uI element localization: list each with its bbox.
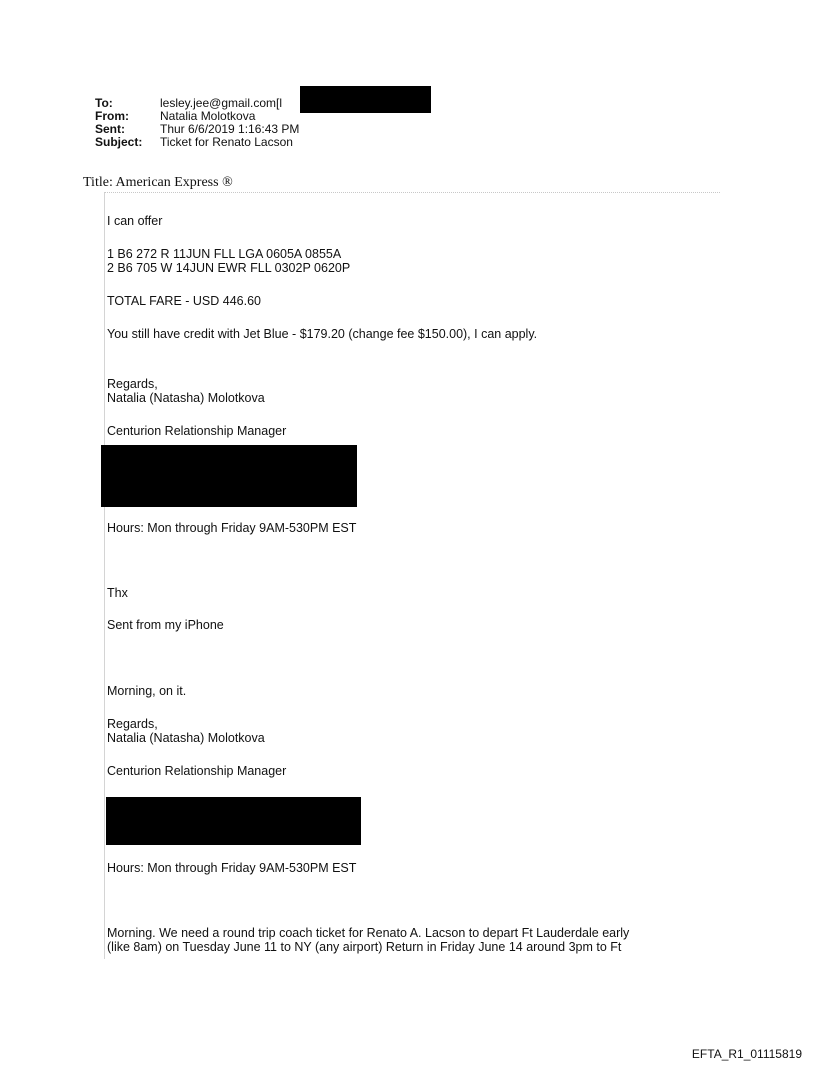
request-text: Morning. We need a round trip coach ticket for Renato A. Lacson to depart Ft Lauderdale early	[107, 926, 630, 940]
hours-text: Hours: Mon through Friday 9AM-530PM EST	[107, 521, 357, 535]
to-value: lesley.jee@gmail.com[l	[160, 96, 282, 110]
sent-value: Thur 6/6/2019 1:16:43 PM	[160, 122, 300, 136]
signature-role: Centurion Relationship Manager	[107, 764, 287, 778]
hours-text: Hours: Mon through Friday 9AM-530PM EST	[107, 861, 357, 875]
offer-text: I can offer	[107, 214, 163, 228]
reply-text: Thx	[107, 586, 128, 600]
credit-text: You still have credit with Jet Blue - $179.20 (change fee $150.00), I can apply.	[107, 327, 538, 341]
signature-name: Natalia (Natasha) Molotkova	[107, 731, 265, 745]
sent-from-text: Sent from my iPhone	[107, 618, 224, 632]
subject-value: Ticket for Renato Lacson	[160, 135, 293, 149]
signature-name: Natalia (Natasha) Molotkova	[107, 391, 265, 405]
regards-text: Regards,	[107, 377, 158, 391]
regards-text: Regards,	[107, 717, 158, 731]
from-value: Natalia Molotkova	[160, 109, 256, 123]
redaction-block	[106, 797, 361, 845]
total-fare: TOTAL FARE - USD 446.60	[107, 294, 261, 308]
document-id-footer: EFTA_R1_01115819	[691, 1047, 802, 1061]
subject-label: Subject:	[95, 135, 143, 149]
document-title: Title: American Express ®	[83, 175, 233, 190]
signature-role: Centurion Relationship Manager	[107, 424, 287, 438]
subject-row	[95, 136, 299, 149]
from-label: From:	[95, 109, 129, 123]
sent-label: Sent:	[95, 122, 125, 136]
redaction-block	[300, 86, 431, 113]
email-header	[95, 97, 299, 149]
to-label: To:	[95, 96, 113, 110]
reply-text: Morning, on it.	[107, 684, 187, 698]
itinerary-line: 2 B6 705 W 14JUN EWR FLL 0302P 0620P	[107, 261, 351, 275]
request-text: (like 8am) on Tuesday June 11 to NY (any airport) Return in Friday June 14 around 3pm to Ft	[107, 940, 622, 954]
itinerary-line: 1 B6 272 R 11JUN FLL LGA 0605A 0855A	[107, 247, 342, 261]
redaction-block	[101, 445, 357, 507]
